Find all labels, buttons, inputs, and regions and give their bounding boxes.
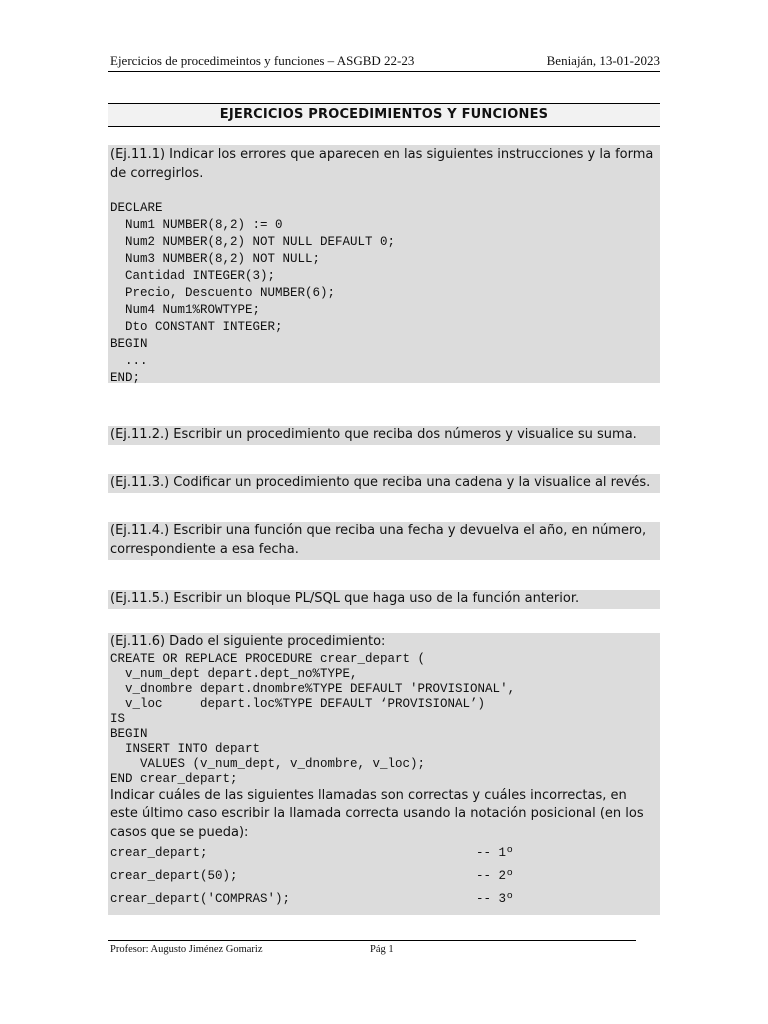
exercise-11-4: (Ej.11.4.) Escribir una función que reciba una fecha y devuelva el año, en número, correspondiente a esa fecha. <box>108 522 660 560</box>
exercise-11-1 <box>108 145 660 383</box>
header-date: Beniaján, 13-01-2023 <box>546 53 660 68</box>
exercise-11-6-question: Indicar cuáles de las siguientes llamadas son correctas y cuáles incorrectas, en este último caso escribir la llamada correcta usando la notación posicional (en los casos que se pueda): <box>110 787 644 840</box>
exercise-11-6-statement: (Ej.11.6) Dado el siguiente procedimiento: <box>110 634 386 649</box>
header-divider <box>108 71 660 72</box>
exercise-11-6-calls <box>110 842 658 911</box>
call-code: crear_depart; <box>110 846 208 860</box>
call-row <box>110 888 658 911</box>
call-comment: -- 2º <box>476 869 514 883</box>
exercise-11-1-statement: (Ej.11.1) Indicar los errores que aparecen en las siguientes instrucciones y la forma de corregirlos. <box>110 147 654 181</box>
call-comment: -- 1º <box>476 846 514 860</box>
footer-divider <box>108 940 636 941</box>
footer-page-number: Pág 1 <box>370 944 394 955</box>
exercise-11-6-code: CREATE OR REPLACE PROCEDURE crear_depart ( v_num_dept depart.dept_no%TYPE, v_dnombre depart.dnombre%TYPE DEFAULT 'PROVISIONAL', v_loc depart.loc%TYPE DEFAULT ‘PROVISIONAL’) IS BEGIN INSERT INTO depart VALUES (v_num_dept, v_dnombre, v_loc); END crear_depart; <box>110 651 516 786</box>
call-code: crear_depart('COMPRAS'); <box>110 892 291 906</box>
call-row <box>110 842 658 865</box>
exercise-11-5: (Ej.11.5.) Escribir un bloque PL/SQL que haga uso de la función anterior. <box>108 590 660 609</box>
call-row <box>110 865 658 888</box>
exercise-11-3: (Ej.11.3.) Codificar un procedimiento que reciba una cadena y la visualice al revés. <box>108 474 660 493</box>
header-title: Ejercicios de procedimeintos y funciones – ASGBD 22-23 <box>110 53 415 68</box>
exercise-11-6 <box>108 633 660 915</box>
call-code: crear_depart(50); <box>110 869 238 883</box>
exercise-11-1-code: DECLARE Num1 NUMBER(8,2) := 0 Num2 NUMBER(8,2) NOT NULL DEFAULT 0; Num3 NUMBER(8,2) NOT NULL; Cantidad INTEGER(3); Precio, Descuento NUMBER(6); Num4 Num1%ROWTYPE; Dto CONSTANT INTEGER; BEGIN ... END; <box>110 201 396 385</box>
call-comment: -- 3º <box>476 892 514 906</box>
exercise-11-2: (Ej.11.2.) Escribir un procedimiento que reciba dos números y visualice su suma. <box>108 426 660 445</box>
document-title: EJERCICIOS PROCEDIMIENTOS Y FUNCIONES <box>108 103 660 127</box>
footer-author: Profesor: Augusto Jiménez Gomariz <box>110 944 263 955</box>
